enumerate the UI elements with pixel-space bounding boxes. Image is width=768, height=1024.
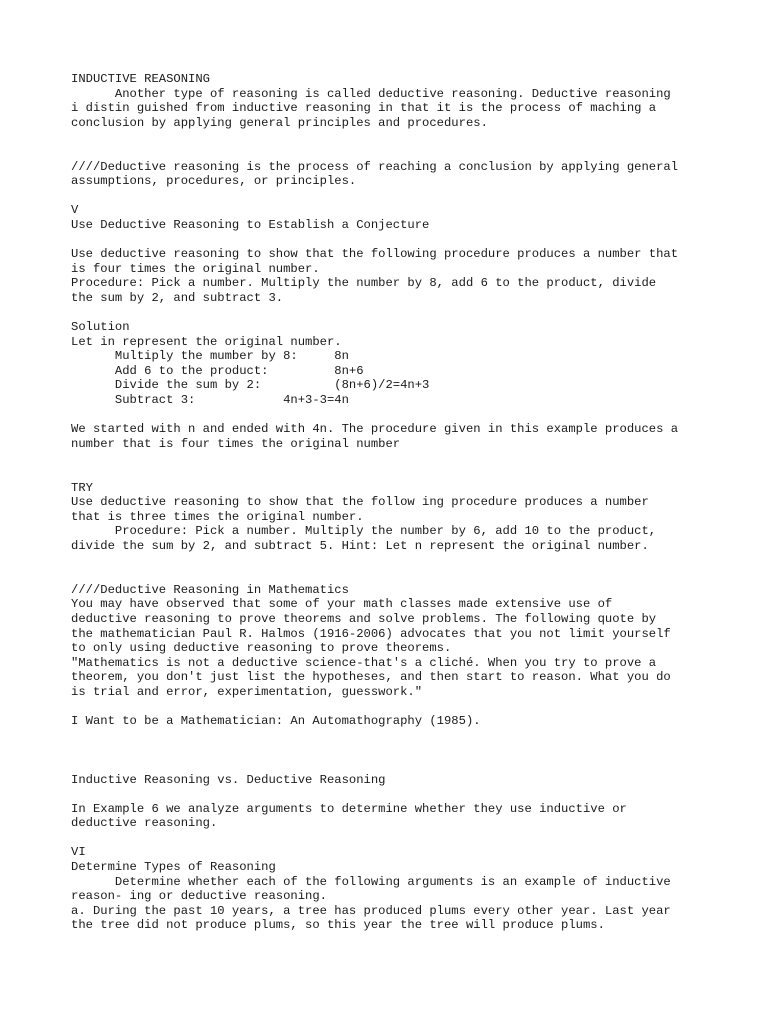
text-block xyxy=(71,845,711,933)
text-line: We started with n and ended with 4n. The procedure given in this example produces a xyxy=(71,422,679,437)
text-line: Procedure: Pick a number. Multiply the number by 6, add 10 to the product, xyxy=(71,524,657,539)
text-block xyxy=(71,422,711,451)
text-line: I Want to be a Mathematician: An Automathography (1985). xyxy=(71,714,481,729)
text-line: theorem, you don't just list the hypotheses, and then start to reason. What you do xyxy=(71,670,671,685)
blank-line xyxy=(71,130,711,145)
text-line: ////Deductive Reasoning in Mathematics xyxy=(71,582,349,597)
spacer xyxy=(71,787,711,802)
text-line: Determine whether each of the following arguments is an example of inductive xyxy=(71,874,671,889)
text-line: the mathematician Paul R. Halmos (1916-2006) advocates that you not limit yourself xyxy=(71,626,671,641)
spacer xyxy=(71,554,711,583)
text-line: is trial and error, experimentation, guesswork." xyxy=(71,684,423,699)
blank-line xyxy=(71,743,711,758)
text-line: Another type of reasoning is called deductive reasoning. Deductive reasoning xyxy=(71,86,671,101)
spacer xyxy=(71,831,711,846)
blank-line xyxy=(71,145,711,160)
text-line: V xyxy=(71,203,79,218)
text-line: "Mathematics is not a deductive science-that's a cliché. When you try to prove a xyxy=(71,655,657,670)
text-line: In Example 6 we analyze arguments to determine whether they use inductive or xyxy=(71,801,627,816)
spacer xyxy=(71,306,711,321)
spacer xyxy=(71,451,711,480)
text-line: Use deductive reasoning to show that the following procedure produces a number that xyxy=(71,247,679,262)
text-line: the sum by 2, and subtract 3. xyxy=(71,290,284,305)
text-block xyxy=(71,773,711,788)
text-line: that is three times the original number. xyxy=(71,509,364,524)
text-line: TRY xyxy=(71,480,93,495)
text-line: You may have observed that some of your math classes made extensive use of xyxy=(71,597,613,612)
text-line: reason- ing or deductive reasoning. xyxy=(71,889,327,904)
spacer xyxy=(71,189,711,204)
text-line: i distin guished from inductive reasoning in that it is the process of maching a xyxy=(71,101,657,116)
blank-line xyxy=(71,831,711,846)
text-block xyxy=(71,72,711,130)
blank-line xyxy=(71,729,711,744)
text-block xyxy=(71,247,711,305)
spacer xyxy=(71,130,711,159)
text-line: Let in represent the original number. xyxy=(71,334,342,349)
text-line: ////Deductive reasoning is the process of reaching a conclusion by applying general xyxy=(71,159,679,174)
text-line: deductive reasoning. xyxy=(71,816,218,831)
spacer xyxy=(71,729,711,773)
text-line: the tree did not produce plums, so this year the tree will produce plums. xyxy=(71,918,605,933)
text-block xyxy=(71,160,711,189)
text-line: Inductive Reasoning vs. Deductive Reasoning xyxy=(71,772,386,787)
text-block xyxy=(71,203,711,232)
text-block xyxy=(71,583,711,700)
text-block xyxy=(71,320,711,408)
text-line: INDUCTIVE REASONING xyxy=(71,72,210,86)
blank-line xyxy=(71,466,711,481)
blank-line xyxy=(71,700,711,715)
text-line: Use Deductive Reasoning to Establish a Conjecture xyxy=(71,217,430,232)
text-block xyxy=(71,481,711,554)
text-line: number that is four times the original number xyxy=(71,436,401,451)
blank-line xyxy=(71,233,711,248)
text-line: Add 6 to the product: 8n+6 xyxy=(71,363,364,378)
text-line: VI xyxy=(71,845,86,860)
text-line: a. During the past 10 years, a tree has produced plums every other year. Last year xyxy=(71,903,671,918)
text-line: conclusion by applying general principles and procedures. xyxy=(71,115,488,130)
blank-line xyxy=(71,306,711,321)
text-line: Divide the sum by 2: (8n+6)/2=4n+3 xyxy=(71,378,430,393)
text-line: Use deductive reasoning to show that the follow ing procedure produces a number xyxy=(71,495,649,510)
text-block xyxy=(71,714,711,729)
text-block xyxy=(71,802,711,831)
text-line: Solution xyxy=(71,320,130,335)
blank-line xyxy=(71,568,711,583)
text-line: divide the sum by 2, and subtract 5. Hint: Let n represent the original number. xyxy=(71,539,649,553)
text-line: deductive reasoning to prove theorems and solve problems. The following quote by xyxy=(71,611,657,626)
text-line: Procedure: Pick a number. Multiply the number by 8, add 6 to the product, divide xyxy=(71,276,657,291)
text-line: Subtract 3: 4n+3-3=4n xyxy=(71,393,349,408)
text-line: assumptions, procedures, or principles. xyxy=(71,174,357,189)
blank-line xyxy=(71,758,711,773)
blank-line xyxy=(71,408,711,423)
text-line: Determine Types of Reasoning xyxy=(71,860,276,875)
spacer xyxy=(71,233,711,248)
text-line: is four times the original number. xyxy=(71,261,320,276)
blank-line xyxy=(71,787,711,802)
spacer xyxy=(71,408,711,423)
blank-line xyxy=(71,189,711,204)
blank-line xyxy=(71,554,711,569)
spacer xyxy=(71,700,711,715)
text-line: Multiply the mumber by 8: 8n xyxy=(71,349,349,364)
blank-line xyxy=(71,451,711,466)
document-page xyxy=(71,72,711,933)
text-line: to only using deductive reasoning to prove theorems. xyxy=(71,641,452,656)
